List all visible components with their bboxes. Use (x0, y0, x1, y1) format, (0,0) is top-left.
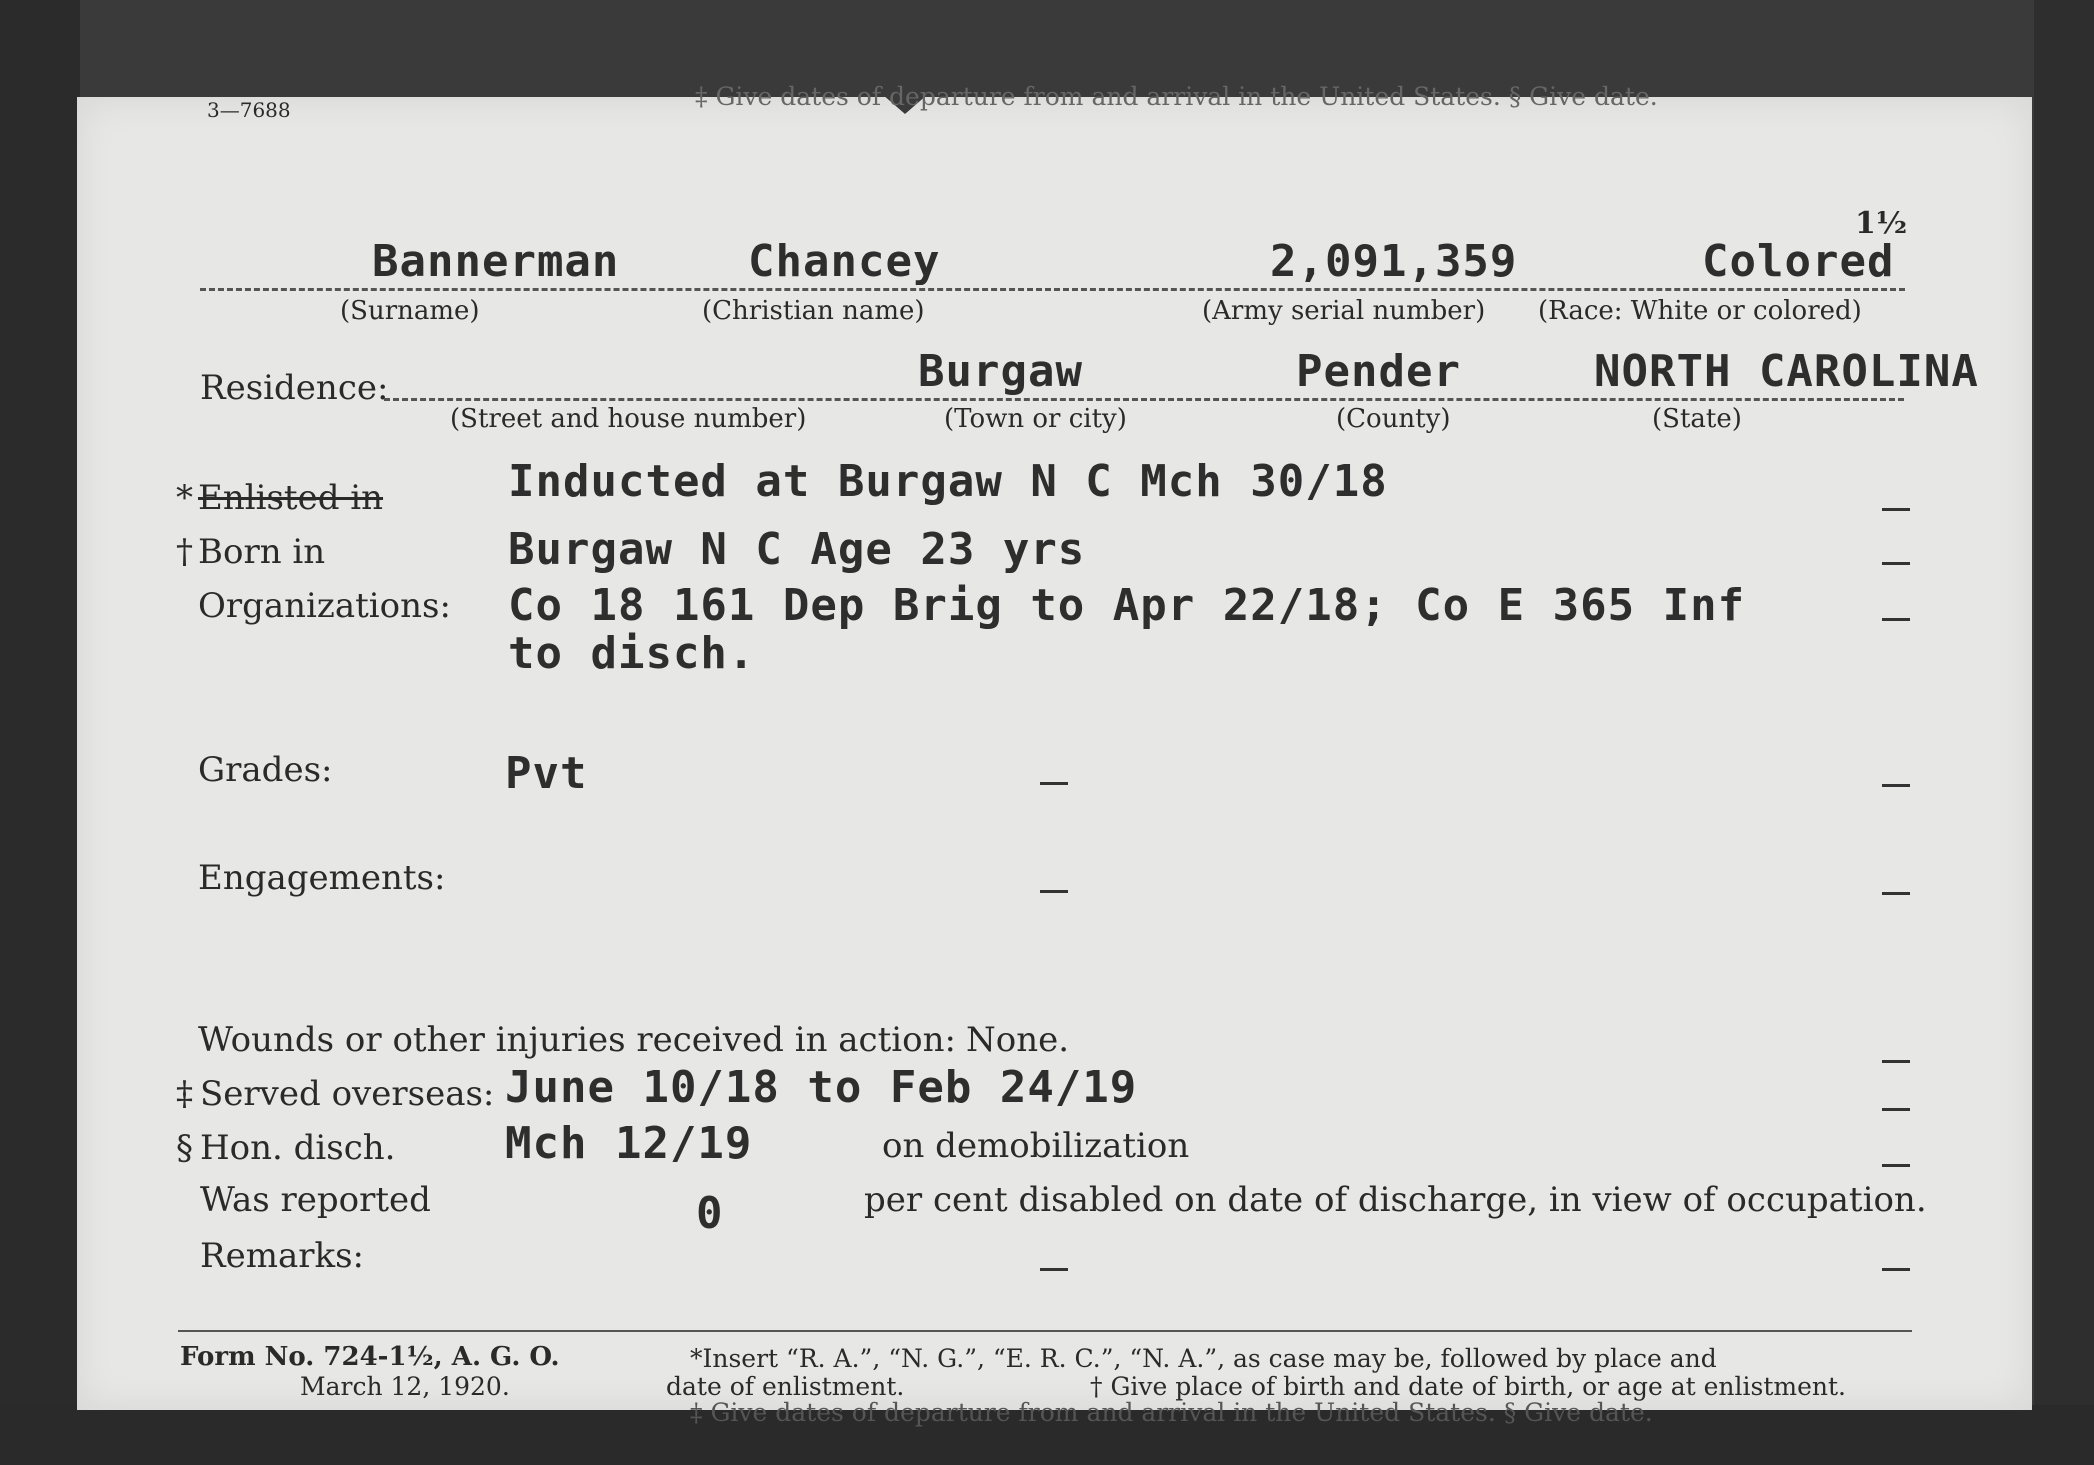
grades-value: Pvt (505, 748, 588, 799)
footer-rule (178, 1330, 1912, 1332)
born-tick (1882, 562, 1910, 565)
race-value: Colored (1702, 236, 1895, 287)
reported-note: per cent disabled on date of discharge, in view of occupation. (864, 1180, 1927, 1220)
wounds-tick (1882, 1060, 1910, 1063)
discharge-mark: § (176, 1128, 193, 1168)
caption-serial: (Army serial number) (1202, 296, 1486, 326)
enlisted-tick (1882, 508, 1910, 511)
overseas-tick (1882, 1108, 1910, 1111)
footer-note-line2b: † Give place of birth and date of birth, or age at enlistment. (1090, 1372, 1846, 1401)
remarks-label: Remarks: (200, 1236, 364, 1276)
caption-county: (County) (1336, 404, 1451, 434)
discharge-value: Mch 12/19 (505, 1118, 753, 1169)
born-label: Born in (198, 532, 326, 572)
name-line (200, 288, 1905, 291)
enlisted-label: Enlisted in (198, 478, 384, 518)
enlisted-mark: * (176, 478, 193, 518)
form-code: 3—7688 (207, 98, 291, 122)
residence-line (384, 398, 1904, 401)
residence-town-value: Burgaw (918, 346, 1083, 397)
discharge-note: on demobilization (882, 1126, 1190, 1166)
organizations-tick (1882, 618, 1910, 621)
caption-race: (Race: White or colored) (1538, 296, 1862, 326)
engagements-tick (1882, 892, 1910, 895)
engagements-tick-mid (1040, 890, 1068, 893)
scan-border-left (0, 0, 80, 1465)
remarks-tick-mid (1040, 1268, 1068, 1271)
organizations-value-line1: Co 18 161 Dep Brig to Apr 22/18; Co E 365 Inf (508, 580, 1746, 631)
born-value: Burgaw N C Age 23 yrs (508, 524, 1086, 575)
footer-form-date: March 12, 1920. (300, 1372, 510, 1401)
footer-note-line1: *Insert “R. A.”, “N. G.”, “E. R. C.”, “N. A.”, as case may be, followed by place and (690, 1344, 1717, 1373)
reported-label: Was reported (200, 1180, 431, 1220)
christian-name-value: Chancey (748, 236, 941, 287)
organizations-label: Organizations: (198, 586, 451, 626)
wounds-value: None. (966, 1020, 1070, 1060)
residence-county-value: Pender (1296, 346, 1461, 397)
caption-surname: (Surname) (340, 296, 480, 326)
residence-label: Residence: (200, 368, 389, 408)
wounds-label: Wounds or other injuries received in action: (198, 1020, 956, 1060)
top-faded-text: ‡ Give dates of departure from and arrival in the United States. § Give date. (695, 82, 1658, 111)
card-fraction: 1½ (1855, 206, 1908, 241)
grades-tick-mid (1040, 782, 1068, 785)
scan-border-right (2034, 0, 2094, 1465)
organizations-value-line2: to disch. (508, 628, 756, 679)
caption-town: (Town or city) (944, 404, 1127, 434)
caption-christian-name: (Christian name) (702, 296, 925, 326)
remarks-tick (1882, 1268, 1910, 1271)
discharge-label: Hon. disch. (200, 1128, 396, 1168)
born-mark: † (176, 532, 193, 572)
overseas-mark: ‡ (176, 1074, 193, 1114)
grades-label: Grades: (198, 750, 333, 790)
surname-value: Bannerman (372, 236, 620, 287)
footer-note-line2a: date of enlistment. (666, 1372, 905, 1401)
footer-note-line3 (690, 1398, 1653, 1412)
overseas-value: June 10/18 to Feb 24/19 (505, 1062, 1138, 1113)
enlisted-value: Inducted at Burgaw N C Mch 30/18 (508, 456, 1388, 507)
reported-value: 0 (696, 1188, 724, 1239)
overseas-label: Served overseas: (200, 1074, 495, 1114)
residence-state-value: NORTH CAROLINA (1594, 346, 1979, 397)
serial-number-value: 2,091,359 (1270, 236, 1518, 287)
footer-form-number: Form No. 724-1½, A. G. O. (180, 1342, 560, 1372)
discharge-tick (1882, 1164, 1910, 1167)
grades-tick (1882, 784, 1910, 787)
caption-state: (State) (1652, 404, 1742, 434)
caption-street: (Street and house number) (450, 404, 807, 434)
engagements-label: Engagements: (198, 858, 446, 898)
